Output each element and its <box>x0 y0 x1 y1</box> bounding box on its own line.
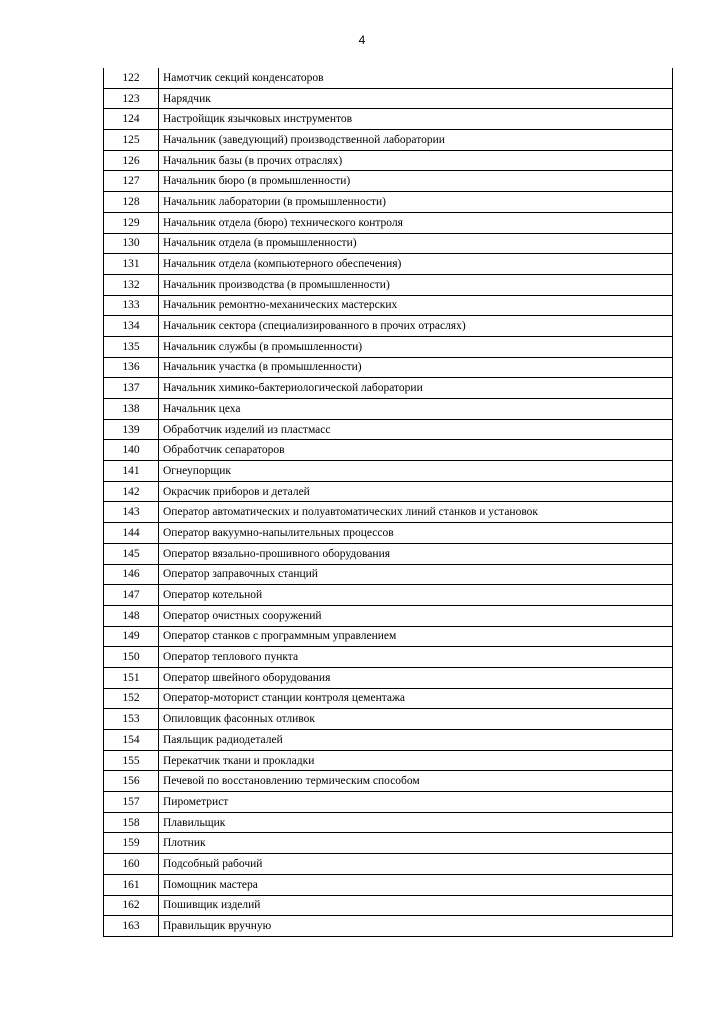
table-body <box>104 68 673 936</box>
row-number: 147 <box>104 585 159 606</box>
profession-name: Начальник химико-бактериологической лаборатории <box>159 378 673 399</box>
table-row <box>104 88 673 109</box>
table-row <box>104 399 673 420</box>
profession-table <box>103 68 673 937</box>
table-row <box>104 378 673 399</box>
table-row <box>104 316 673 337</box>
table-row <box>104 730 673 751</box>
profession-name: Обработчик изделий из пластмасс <box>159 419 673 440</box>
table-row <box>104 461 673 482</box>
table-row <box>104 130 673 151</box>
row-number: 136 <box>104 357 159 378</box>
row-number: 123 <box>104 88 159 109</box>
row-number: 140 <box>104 440 159 461</box>
table-row <box>104 667 673 688</box>
table-row <box>104 419 673 440</box>
row-number: 160 <box>104 854 159 875</box>
profession-name: Окрасчик приборов и деталей <box>159 481 673 502</box>
row-number: 148 <box>104 605 159 626</box>
row-number: 124 <box>104 109 159 130</box>
table-row <box>104 502 673 523</box>
profession-name: Перекатчик ткани и прокладки <box>159 750 673 771</box>
profession-name: Пирометрист <box>159 792 673 813</box>
row-number: 158 <box>104 812 159 833</box>
profession-name: Оператор очистных сооружений <box>159 605 673 626</box>
profession-name: Начальник сектора (специализированного в прочих отраслях) <box>159 316 673 337</box>
table-row <box>104 357 673 378</box>
profession-name: Начальник службы (в промышленности) <box>159 336 673 357</box>
row-number: 131 <box>104 254 159 275</box>
row-number: 159 <box>104 833 159 854</box>
profession-name: Оператор котельной <box>159 585 673 606</box>
row-number: 149 <box>104 626 159 647</box>
table-row <box>104 605 673 626</box>
profession-name: Начальник бюро (в промышленности) <box>159 171 673 192</box>
table-row <box>104 771 673 792</box>
row-number: 162 <box>104 895 159 916</box>
profession-name: Помощник мастера <box>159 874 673 895</box>
profession-name: Оператор заправочных станций <box>159 564 673 585</box>
row-number: 146 <box>104 564 159 585</box>
table-row <box>104 647 673 668</box>
table-row <box>104 233 673 254</box>
page-number: 4 <box>358 33 366 47</box>
table-row <box>104 688 673 709</box>
table-row <box>104 874 673 895</box>
profession-name: Оператор станков с программным управлением <box>159 626 673 647</box>
row-number: 126 <box>104 150 159 171</box>
row-number: 137 <box>104 378 159 399</box>
table-row <box>104 68 673 88</box>
profession-name: Начальник цеха <box>159 399 673 420</box>
profession-name: Паяльщик радиодеталей <box>159 730 673 751</box>
table-row <box>104 564 673 585</box>
row-number: 125 <box>104 130 159 151</box>
row-number: 128 <box>104 192 159 213</box>
table-row <box>104 274 673 295</box>
profession-name: Пошивщик изделий <box>159 895 673 916</box>
table-row <box>104 895 673 916</box>
row-number: 163 <box>104 916 159 937</box>
row-number: 129 <box>104 212 159 233</box>
table-row <box>104 109 673 130</box>
table-row <box>104 254 673 275</box>
table-row <box>104 792 673 813</box>
table-row <box>104 833 673 854</box>
row-number: 134 <box>104 316 159 337</box>
profession-name: Начальник ремонтно-механических мастерских <box>159 295 673 316</box>
row-number: 132 <box>104 274 159 295</box>
profession-name: Оператор швейного оборудования <box>159 667 673 688</box>
profession-name: Печевой по восстановлению термическим способом <box>159 771 673 792</box>
table-row <box>104 709 673 730</box>
table-row <box>104 750 673 771</box>
row-number: 145 <box>104 543 159 564</box>
row-number: 144 <box>104 523 159 544</box>
table-row <box>104 543 673 564</box>
profession-name: Плавильщик <box>159 812 673 833</box>
profession-name: Оператор автоматических и полуавтоматических линий станков и установок <box>159 502 673 523</box>
table-row <box>104 481 673 502</box>
profession-name: Начальник базы (в прочих отраслях) <box>159 150 673 171</box>
profession-name: Начальник отдела (в промышленности) <box>159 233 673 254</box>
row-number: 155 <box>104 750 159 771</box>
table-row <box>104 916 673 937</box>
profession-name: Начальник отдела (компьютерного обеспечения) <box>159 254 673 275</box>
table-row <box>104 295 673 316</box>
profession-name: Оператор вакуумно-напылительных процессов <box>159 523 673 544</box>
row-number: 133 <box>104 295 159 316</box>
table-row <box>104 626 673 647</box>
row-number: 142 <box>104 481 159 502</box>
table-row <box>104 150 673 171</box>
profession-name: Обработчик сепараторов <box>159 440 673 461</box>
row-number: 161 <box>104 874 159 895</box>
row-number: 122 <box>104 68 159 88</box>
table-row <box>104 192 673 213</box>
row-number: 135 <box>104 336 159 357</box>
profession-name: Настройщик язычковых инструментов <box>159 109 673 130</box>
table-row <box>104 585 673 606</box>
table-row <box>104 440 673 461</box>
profession-name: Опиловщик фасонных отливок <box>159 709 673 730</box>
row-number: 157 <box>104 792 159 813</box>
profession-name: Оператор-моторист станции контроля цементажа <box>159 688 673 709</box>
row-number: 127 <box>104 171 159 192</box>
profession-name: Начальник участка (в промышленности) <box>159 357 673 378</box>
profession-name: Подсобный рабочий <box>159 854 673 875</box>
profession-name: Начальник лаборатории (в промышленности) <box>159 192 673 213</box>
row-number: 130 <box>104 233 159 254</box>
table-row <box>104 523 673 544</box>
profession-name: Намотчик секций конденсаторов <box>159 68 673 88</box>
table-row <box>104 212 673 233</box>
profession-name: Начальник (заведующий) производственной лаборатории <box>159 130 673 151</box>
row-number: 156 <box>104 771 159 792</box>
profession-name: Правильщик вручную <box>159 916 673 937</box>
table-row <box>104 336 673 357</box>
row-number: 153 <box>104 709 159 730</box>
row-number: 154 <box>104 730 159 751</box>
profession-name: Начальник отдела (бюро) технического контроля <box>159 212 673 233</box>
profession-name: Огнеупорщик <box>159 461 673 482</box>
profession-name: Начальник производства (в промышленности) <box>159 274 673 295</box>
row-number: 151 <box>104 667 159 688</box>
table-row <box>104 171 673 192</box>
row-number: 141 <box>104 461 159 482</box>
table-row <box>104 812 673 833</box>
row-number: 152 <box>104 688 159 709</box>
profession-name: Нарядчик <box>159 88 673 109</box>
profession-name: Плотник <box>159 833 673 854</box>
row-number: 139 <box>104 419 159 440</box>
row-number: 143 <box>104 502 159 523</box>
profession-name: Оператор вязально-прошивного оборудования <box>159 543 673 564</box>
row-number: 138 <box>104 399 159 420</box>
row-number: 150 <box>104 647 159 668</box>
table-row <box>104 854 673 875</box>
profession-name: Оператор теплового пункта <box>159 647 673 668</box>
